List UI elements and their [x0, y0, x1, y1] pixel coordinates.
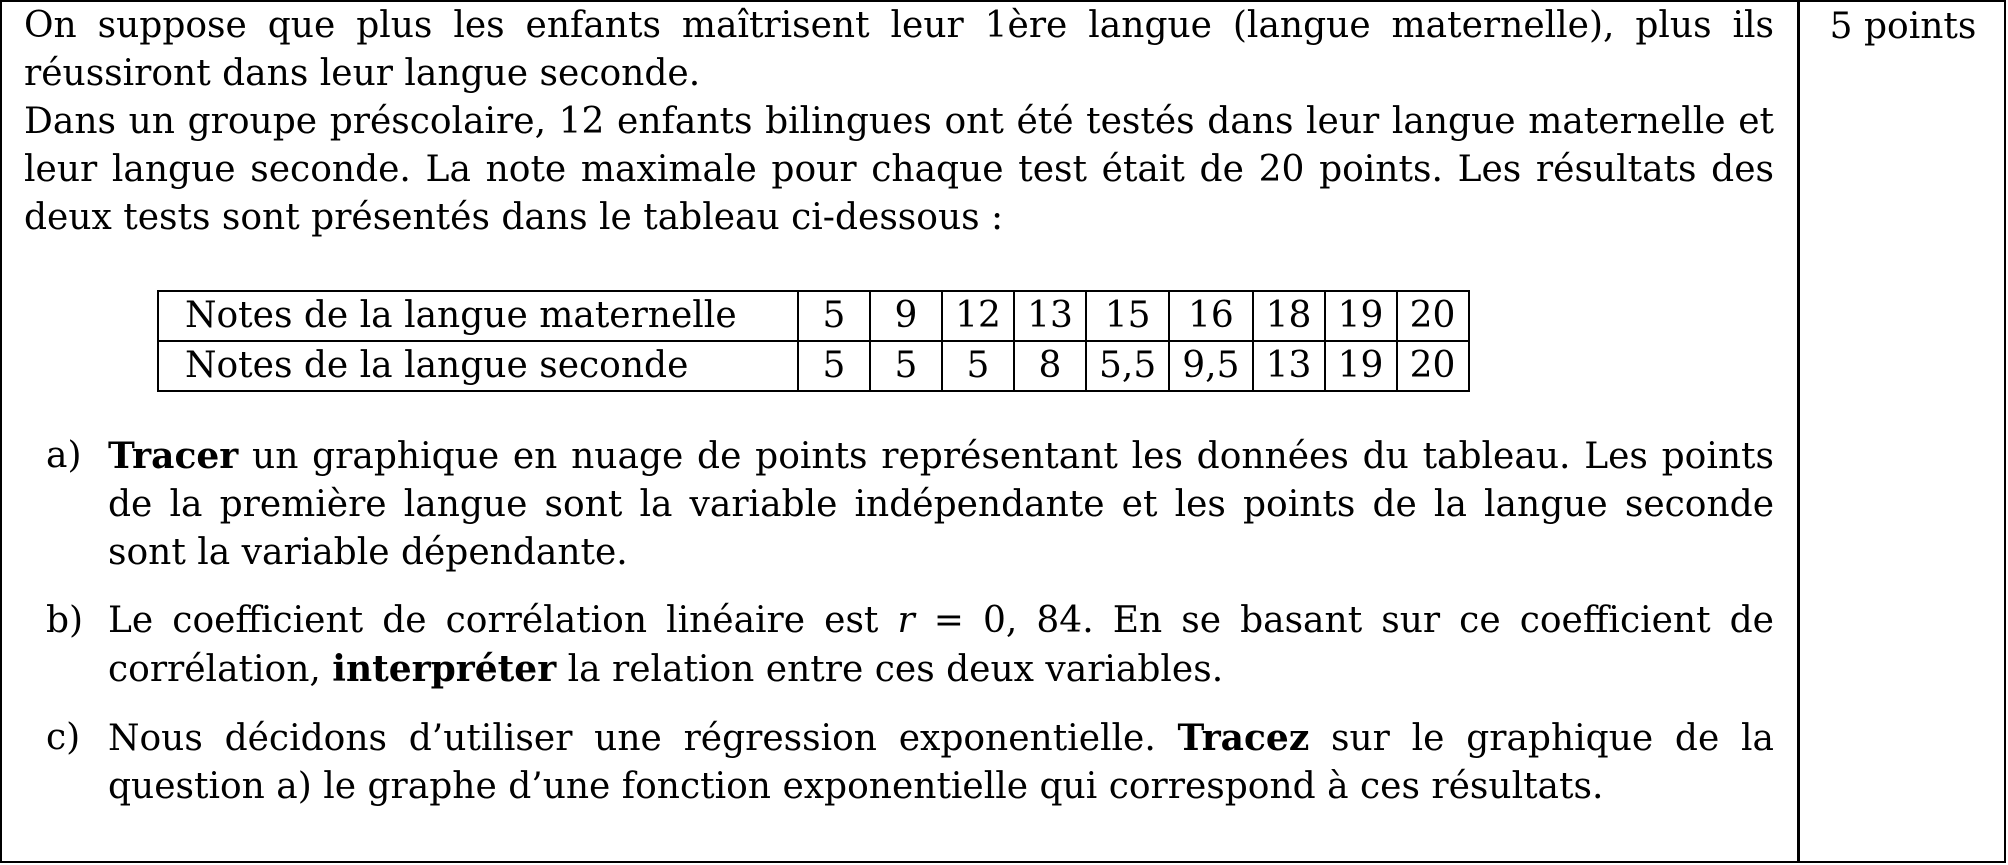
question-label: b)	[46, 600, 84, 641]
question-verb: interpréter	[332, 648, 557, 690]
table-cell: 13	[1253, 341, 1325, 391]
row-header-second: Notes de la langue seconde	[158, 341, 798, 391]
table-cell: 9	[870, 291, 942, 341]
question-body: un graphique en nuage de points représentant les données du tableau. Les points de la première langue sont la variable indépendante et les points de la langue seconde sont la variable dépendante.	[108, 436, 1774, 573]
question-c	[46, 714, 1774, 811]
question-list	[46, 432, 1774, 831]
table-cell: 19	[1325, 341, 1397, 391]
table-cell: 13	[1014, 291, 1086, 341]
question-body: Nous décidons d’utiliser une régression exponentielle.	[108, 718, 1178, 759]
intro-paragraph-1: On suppose que plus les enfants maîtrisent leur 1ère langue (langue maternelle), plus ils réussiront dans leur langue seconde.	[24, 5, 1774, 94]
question-b	[46, 597, 1774, 694]
table-cell: 15	[1086, 291, 1169, 341]
question-body: sur le graphique de la question a) le graphe d’une fonction exponentielle qui correspond à ces résultats.	[108, 718, 1775, 807]
question-text	[108, 597, 1774, 694]
column-divider	[1797, 0, 1800, 863]
table-cell: 5	[798, 291, 870, 341]
table-cell: 5	[942, 341, 1014, 391]
table-cell: 19	[1325, 291, 1397, 341]
question-body: Le coefficient de corrélation linéaire est	[108, 600, 898, 641]
table-cell: 5	[798, 341, 870, 391]
table-cell: 16	[1169, 291, 1252, 341]
table-cell: 5,5	[1086, 341, 1169, 391]
question-body: la relation entre ces deux variables.	[556, 649, 1224, 690]
scores-table	[157, 290, 1470, 392]
question-equation: = 0, 84. En se basant sur ce coefficient de corrélation,	[108, 600, 1774, 690]
intro-paragraph-2: Dans un groupe préscolaire, 12 enfants bilingues ont été testés dans leur langue maternelle et leur langue seconde. La note maximale pour chaque test était de 20 points. Les résultats des deux tests sont présentés dans le tableau ci-dessous :	[24, 101, 1774, 238]
question-label: c)	[46, 717, 81, 758]
table-cell: 8	[1014, 341, 1086, 391]
question-verb: Tracez	[1177, 717, 1310, 759]
question-a	[46, 432, 1774, 577]
table-cell: 20	[1397, 291, 1469, 341]
table-row	[158, 291, 1469, 341]
question-text	[108, 432, 1774, 577]
table-cell: 12	[942, 291, 1014, 341]
question-label: a)	[46, 435, 82, 476]
table-cell: 9,5	[1169, 341, 1252, 391]
table-cell: 20	[1397, 341, 1469, 391]
exercise-intro	[24, 2, 1774, 242]
table-row	[158, 341, 1469, 391]
points-label: 5 points	[1829, 6, 1977, 47]
math-variable: r	[897, 600, 915, 641]
question-text	[108, 714, 1774, 811]
question-verb: Tracer	[108, 435, 239, 477]
row-header-maternal: Notes de la langue maternelle	[158, 291, 798, 341]
table-cell: 5	[870, 341, 942, 391]
table-cell: 18	[1253, 291, 1325, 341]
